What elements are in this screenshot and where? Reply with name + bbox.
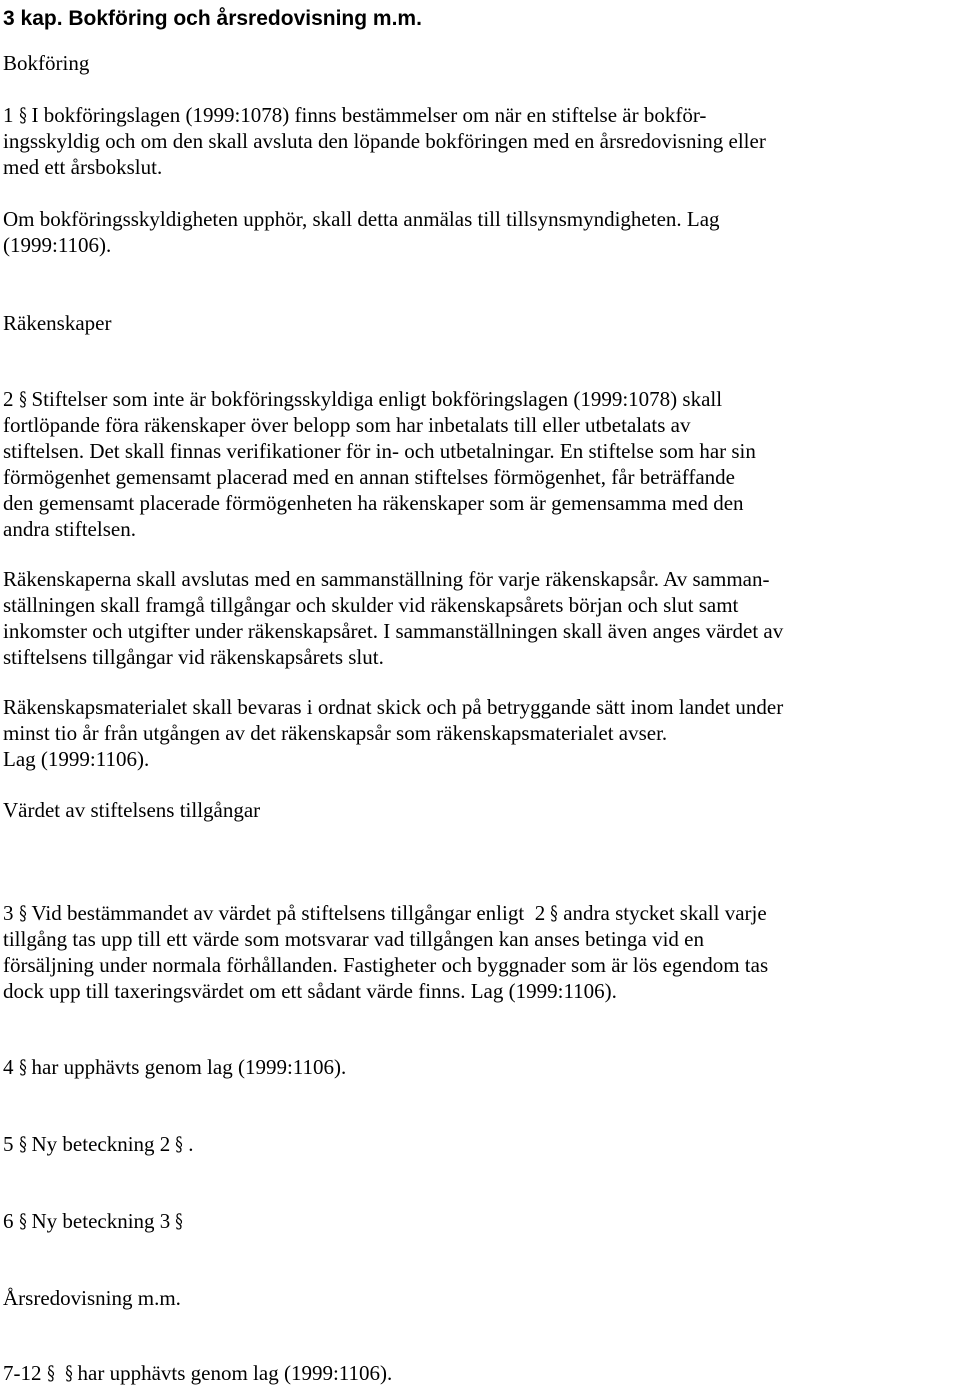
section-number: 7-12 bbox=[3, 1361, 42, 1385]
section-symbol: § bbox=[64, 1361, 73, 1385]
paragraph-2-line-5: den gemensamt placerade förmögenheten ha räkenskaper som är gemensamma med den bbox=[3, 491, 744, 515]
paragraph-1 bbox=[3, 102, 953, 180]
section-number: 3 bbox=[3, 901, 14, 925]
paragraph-2b-line-4: stiftelsens tillgångar vid räkenskapsårets slut. bbox=[3, 645, 384, 669]
chapter-title: 3 kap. Bokföring och årsredovisning m.m. bbox=[3, 7, 422, 30]
paragraph-3-line-1 bbox=[3, 900, 953, 926]
paragraph-1-line-1 bbox=[3, 102, 953, 128]
paragraph-6 bbox=[3, 1208, 953, 1234]
section-number: 2 bbox=[3, 387, 14, 411]
paragraph-5 bbox=[3, 1131, 953, 1157]
paragraph-3-line-4: dock upp till taxeringsvärdet om ett sådant värde finns. Lag (1999:1106). bbox=[3, 979, 617, 1003]
section-symbol: § bbox=[18, 1055, 27, 1079]
paragraph-text: andra stycket skall varje bbox=[563, 901, 767, 925]
paragraph-text: har upphävts genom lag (1999:1106). bbox=[77, 1361, 393, 1385]
section-symbol: § bbox=[46, 1361, 55, 1385]
paragraph-2c-line-3: Lag (1999:1106). bbox=[3, 747, 150, 771]
paragraph-text[interactable]: Ny beteckning 2 bbox=[31, 1132, 171, 1156]
paragraph-2-line-6: andra stiftelsen. bbox=[3, 517, 136, 541]
paragraph-2c bbox=[3, 694, 953, 772]
paragraph-1b bbox=[3, 206, 953, 258]
paragraph-3-line-3: försäljning under normala förhållanden. Fastigheter och byggnader som är lös egendom tas bbox=[3, 953, 769, 977]
section-symbol: § bbox=[550, 901, 558, 925]
section-symbol: § bbox=[175, 1209, 184, 1233]
heading-bokforing: Bokföring bbox=[3, 51, 90, 75]
paragraph-2-line-2: fortlöpande föra räkenskaper över belopp som har inbetalats till eller utbetalats av bbox=[3, 413, 691, 437]
heading-arsredovisning: Årsredovisning m.m. bbox=[3, 1286, 181, 1310]
section-number: 6 bbox=[3, 1209, 14, 1233]
paragraph-4-line bbox=[3, 1054, 953, 1080]
paragraph-text: Vid bestämmandet av värdet på stiftelsens tillgångar enligt bbox=[31, 901, 525, 925]
paragraph-2 bbox=[3, 386, 953, 542]
section-number: 5 bbox=[3, 1132, 14, 1156]
section-symbol: § bbox=[175, 1132, 184, 1156]
paragraph-2b-line-2: ställningen skall framgå tillgångar och skulder vid räkenskapsårets början och slut samt bbox=[3, 593, 739, 617]
paragraph-2c-line-2: minst tio år från utgången av det räkenskapsår som räkenskapsmaterialet avser. bbox=[3, 721, 668, 745]
section-symbol: § bbox=[18, 103, 27, 127]
section-symbol: § bbox=[18, 901, 27, 925]
paragraph-2-line-1 bbox=[3, 386, 953, 412]
paragraph-6-line bbox=[3, 1208, 953, 1234]
paragraph-5-line bbox=[3, 1131, 953, 1157]
paragraph-3-line-2: tillgång tas upp till ett värde som motsvarar vad tillgången kan anses betinga vid en bbox=[3, 927, 704, 951]
paragraph-1b-line-1: Om bokföringsskyldigheten upphör, skall detta anmälas till tillsynsmyndigheten. Lag bbox=[3, 207, 720, 231]
paragraph-2b bbox=[3, 566, 953, 670]
paragraph-7 bbox=[3, 1360, 953, 1386]
section-number: 1 bbox=[3, 103, 14, 127]
paragraph-2b-line-3: inkomster och utgifter under räkenskapsåret. I sammanställningen skall även anges värdet av bbox=[3, 619, 784, 643]
paragraph-2-line-4: förmögenhet gemensamt placerad med en annan stiftelses förmögenhet, får beträffande bbox=[3, 465, 735, 489]
paragraph-1-line-2: ingsskyldig och om den skall avsluta den löpande bokföringen med en årsredovisning eller bbox=[3, 129, 766, 153]
paragraph-text: har upphävts genom lag (1999:1106). bbox=[31, 1055, 347, 1079]
section-number: 4 bbox=[3, 1055, 14, 1079]
paragraph-text[interactable]: Ny beteckning 3 bbox=[31, 1209, 171, 1233]
paragraph-1b-line-2: (1999:1106). bbox=[3, 233, 112, 257]
paragraph-2-line-3: stiftelsen. Det skall finnas verifikationer för in- och utbetalningar. En stiftelse som har sin bbox=[3, 439, 756, 463]
paragraph-4 bbox=[3, 1054, 953, 1080]
heading-rakenskaper: Räkenskaper bbox=[3, 311, 112, 335]
section-symbol: § bbox=[18, 387, 27, 411]
paragraph-suffix: . bbox=[188, 1132, 194, 1156]
section-symbol: § bbox=[18, 1132, 27, 1156]
paragraph-text: I bokföringslagen (1999:1078) finns bestämmelser om när en stiftelse är bokför- bbox=[31, 103, 707, 127]
paragraph-1-line-3: med ett årsbokslut. bbox=[3, 155, 163, 179]
paragraph-3 bbox=[3, 900, 953, 1004]
heading-vardet: Värdet av stiftelsens tillgångar bbox=[3, 798, 261, 822]
paragraph-2b-line-1: Räkenskaperna skall avslutas med en sammanställning för varje räkenskapsår. Av samman- bbox=[3, 567, 770, 591]
section-symbol: § bbox=[18, 1209, 27, 1233]
section-reference[interactable]: 2 bbox=[534, 901, 546, 925]
paragraph-text: Stiftelser som inte är bokföringsskyldiga enligt bokföringslagen (1999:1078) skall bbox=[31, 387, 723, 411]
paragraph-7-line bbox=[3, 1360, 953, 1386]
paragraph-2c-line-1: Räkenskapsmaterialet skall bevaras i ordnat skick och på betryggande sätt inom landet under bbox=[3, 695, 784, 719]
